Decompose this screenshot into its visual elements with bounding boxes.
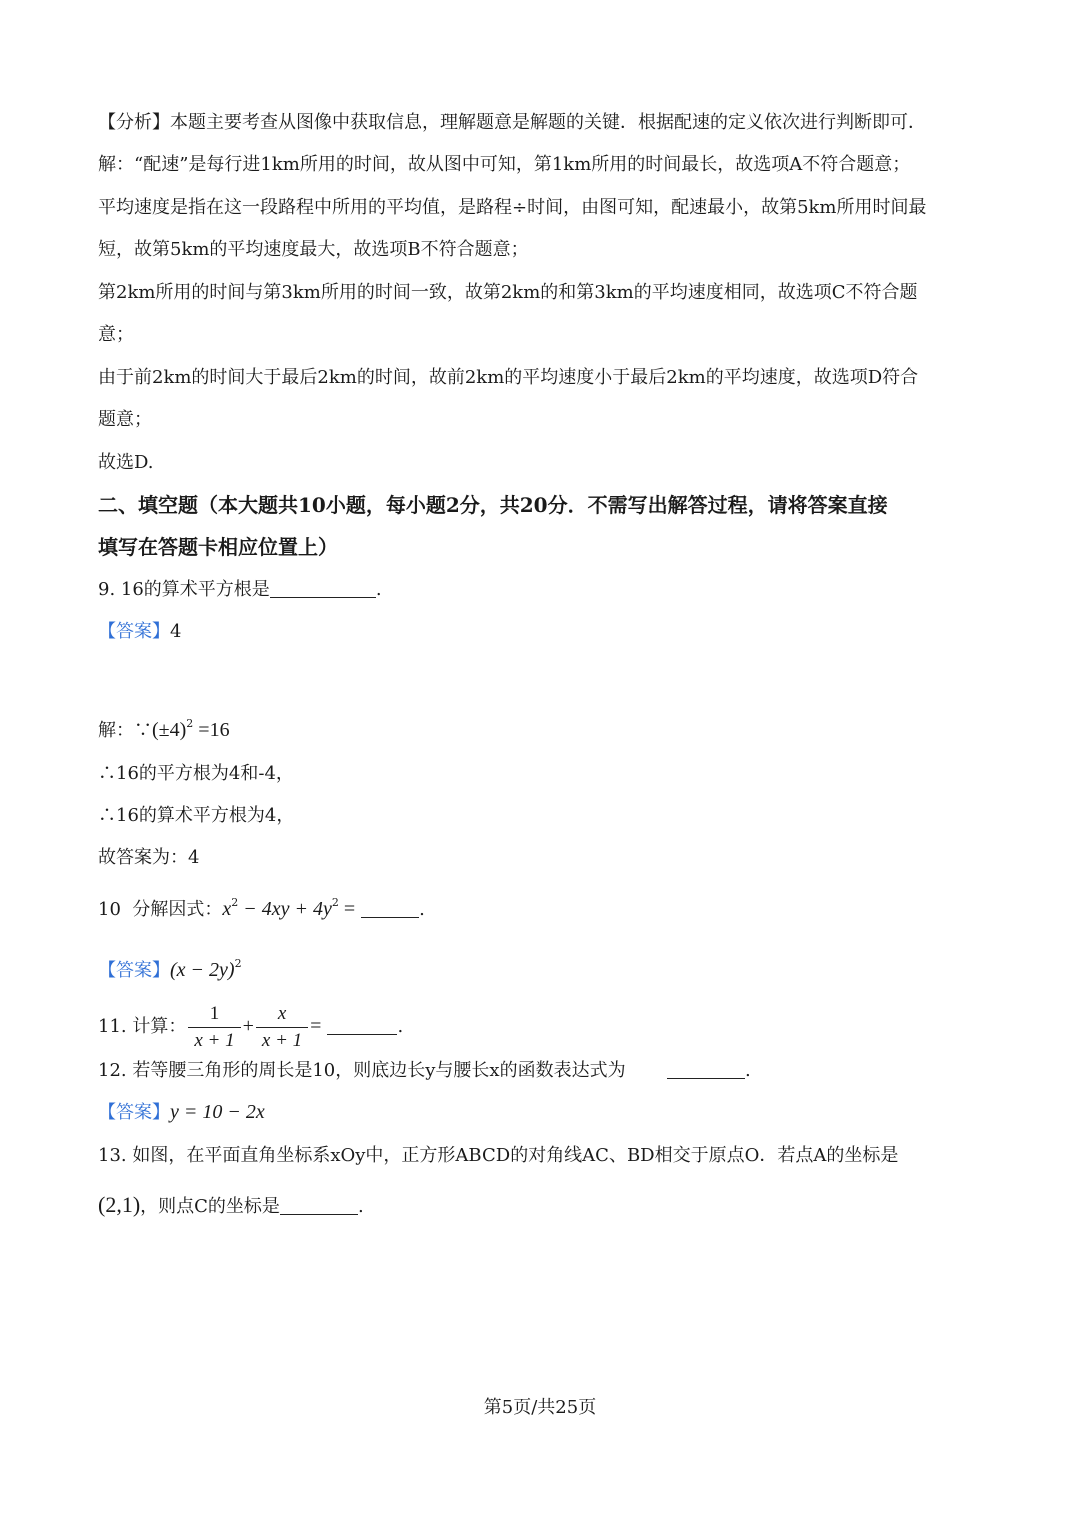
sol-rest: =16 xyxy=(193,719,230,741)
question-9 xyxy=(98,578,382,602)
answer-value: 4 xyxy=(170,621,182,642)
solution-line: 故选D. xyxy=(98,452,154,473)
q13-end: . xyxy=(357,1196,364,1217)
analysis-text: 本题主要考查从图像中获取信息，理解题意是解题的关键．根据配速的定义依次进行判断即可． xyxy=(170,112,926,133)
q10-exp1: 2 xyxy=(231,896,239,909)
q9-solution-line: 故答案为：4 xyxy=(98,847,200,868)
answer-blank xyxy=(280,1196,358,1215)
numerator: x xyxy=(256,1001,308,1028)
answer-value: (x − 2y) xyxy=(170,959,235,981)
q10-label: 分解因式： xyxy=(132,899,223,920)
solution-line: 解：“配速”是每行进1km所用的时间，故从图中可知，第1km所用的时间最长，故选项A不符合题意； xyxy=(98,154,911,175)
fraction xyxy=(256,1001,308,1054)
answer-value: y = 10 − 2x xyxy=(170,1101,265,1123)
denominator: x + 1 xyxy=(261,1029,303,1051)
answer-10 xyxy=(98,952,242,983)
answer-tag: 【答案】 xyxy=(98,960,170,981)
answer-12 xyxy=(98,1100,265,1125)
q12-blank-line xyxy=(667,1059,751,1083)
denominator: x + 1 xyxy=(194,1029,235,1051)
numerator: 1 xyxy=(188,1001,240,1028)
plus-sign: + xyxy=(242,1015,254,1037)
q9-end: . xyxy=(375,579,382,600)
q13-text: ，则点C的坐标是 xyxy=(140,1196,280,1217)
q10-term2: − 4xy + 4y xyxy=(238,898,332,920)
answer-blank xyxy=(327,1016,397,1035)
answer-9 xyxy=(98,620,181,644)
answer-blank xyxy=(270,579,376,598)
fraction xyxy=(188,1001,240,1054)
sol-exp: 2 xyxy=(186,717,194,730)
solution-line: 平均速度是指在这一段路程中所用的平均值，是路程÷时间，由图可知，配速最小，故第5km所用时间最 xyxy=(98,197,927,218)
q11-label: 11. 计算： xyxy=(98,1016,187,1037)
sol-base: (±4) xyxy=(152,719,187,741)
analysis-line xyxy=(98,111,926,135)
q12-end: . xyxy=(745,1060,751,1081)
q10-eq: = xyxy=(338,898,356,920)
q10-term1: x xyxy=(222,898,232,920)
q11-end: . xyxy=(397,1016,404,1037)
q10-exp2: 2 xyxy=(331,896,339,909)
answer-blank xyxy=(667,1060,745,1079)
sol-prefix: 解：∵ xyxy=(98,720,152,741)
equals-sign: = xyxy=(310,1015,322,1037)
question-10 xyxy=(98,891,425,922)
solution-line: 短，故第5km的平均速度最大，故选项B不符合题意； xyxy=(98,239,529,260)
answer-tag: 【答案】 xyxy=(98,621,170,642)
question-11 xyxy=(98,996,403,1056)
q9-solution-line: ∴16的平方根为4和-4， xyxy=(98,763,294,784)
answer-exp: 2 xyxy=(234,957,242,970)
q9-solution-line xyxy=(98,712,230,743)
point-coord: (2,1) xyxy=(98,1192,141,1217)
q9-text: 9. 16的算术平方根是 xyxy=(98,579,270,600)
q10-end: . xyxy=(419,899,425,920)
question-13-cont xyxy=(98,1193,364,1219)
answer-blank xyxy=(361,899,419,918)
analysis-tag: 【分析】 xyxy=(98,112,170,133)
question-12: 12. 若等腰三角形的周长是10，则底边长y与腰长x的函数表达式为 xyxy=(98,1060,626,1081)
section-heading: 二、填空题（本大题共10小题，每小题2分，共20分．不需写出解答过程，请将答案直接 xyxy=(98,493,888,517)
page-footer: 第5页/共25页 xyxy=(483,1397,597,1418)
answer-tag: 【答案】 xyxy=(98,1102,170,1123)
section-heading-cont: 填写在答题卡相应位置上） xyxy=(98,535,338,559)
solution-line: 由于前2km的时间大于最后2km的时间，故前2km的平均速度小于最后2km的平均速度，故选项D符合 xyxy=(98,367,919,388)
solution-line: 第2km所用的时间与第3km所用的时间一致，故第2km的和第3km的平均速度相同，故选项C不符合题 xyxy=(98,282,918,303)
q9-solution-line: ∴16的算术平方根为4， xyxy=(98,805,295,826)
solution-line: 意； xyxy=(98,324,134,345)
solution-line: 题意； xyxy=(98,409,152,430)
question-13: 13. 如图，在平面直角坐标系xOy中，正方形ABCD的对角线AC、BD相交于原点O．若点A的坐标是 xyxy=(98,1145,899,1166)
q10-num: 10 xyxy=(98,899,121,920)
